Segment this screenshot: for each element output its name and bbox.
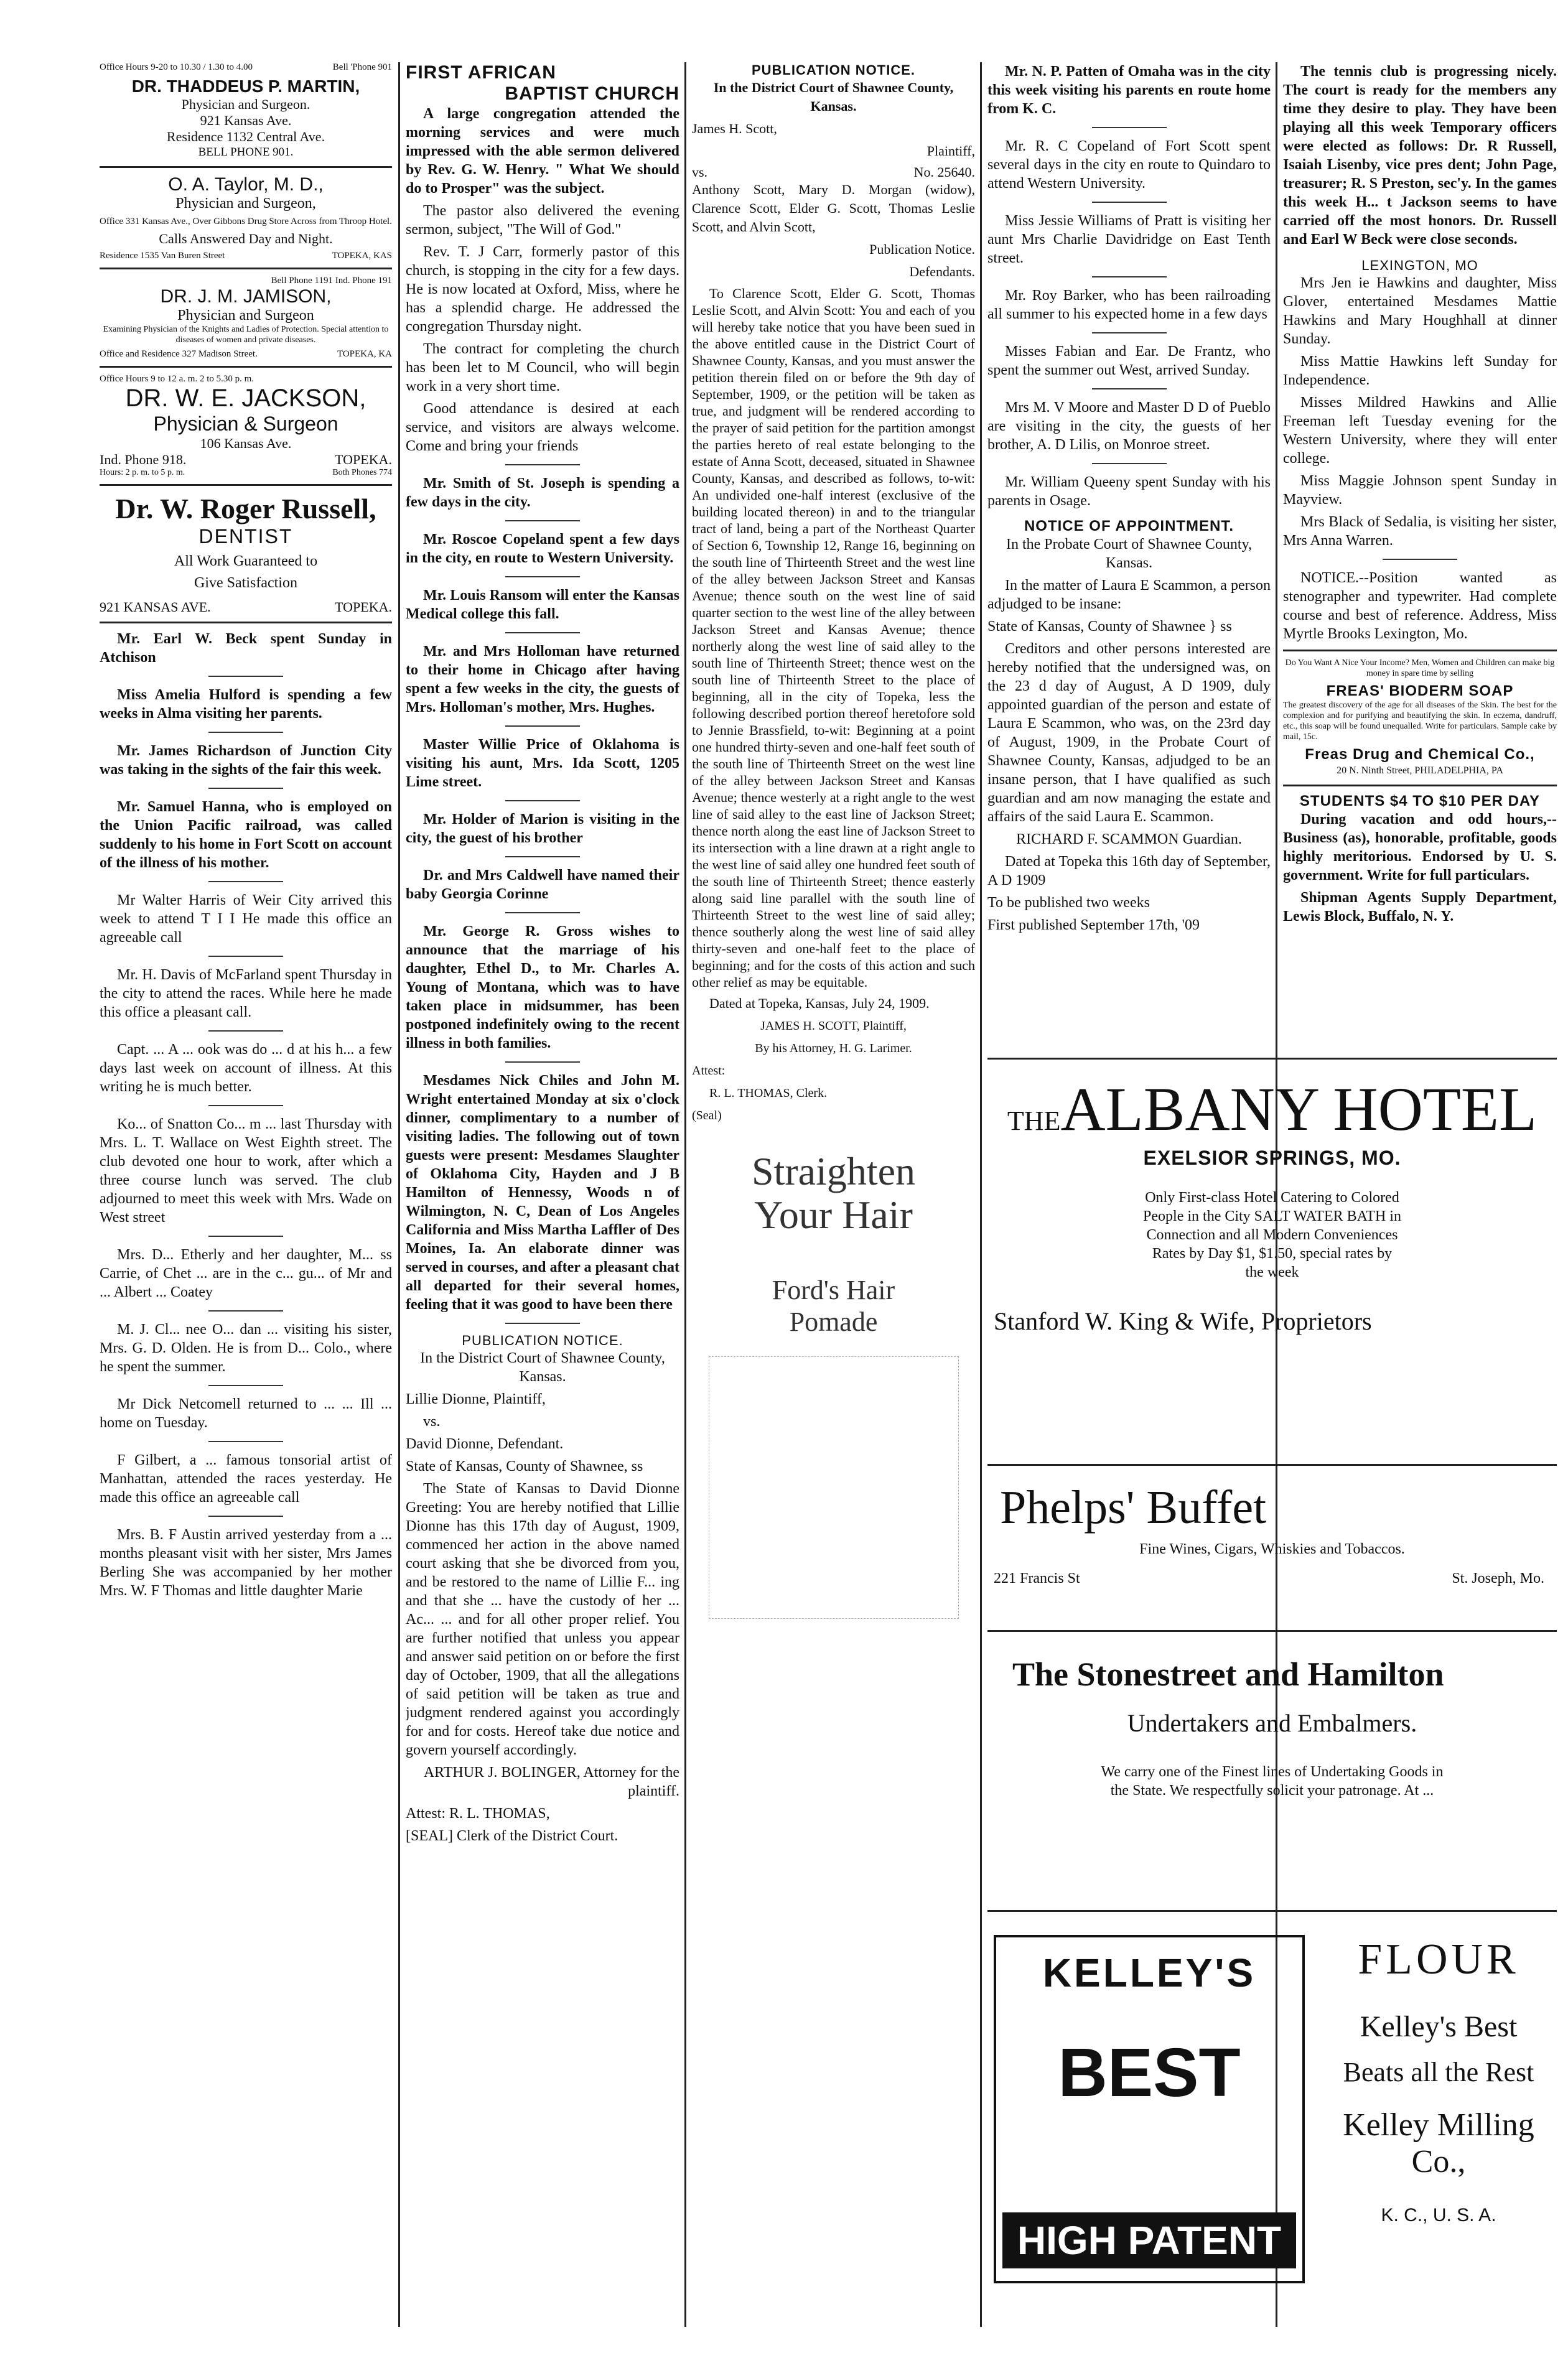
notice-seal: (Seal) (692, 1109, 722, 1122)
flour-line: Beats all the Rest (1343, 2057, 1534, 2087)
residence: Residence 1535 Van Buren Street (100, 251, 225, 261)
news-item: Miss Mattie Hawkins left Sunday for Independence. (1283, 353, 1557, 388)
address: 921 Kansas Ave. (200, 113, 292, 128)
card-jamison (100, 276, 392, 360)
hair-ad (692, 1150, 975, 1619)
doctor-title: Physician & Surgeon (153, 412, 338, 435)
notice-defendant: David Dionne, Defendant. (406, 1436, 564, 1452)
defendants-label: Defendants. (909, 264, 975, 279)
church-heading: BAPTIST CHURCH (505, 83, 679, 104)
phones: Both Phones 774 (332, 468, 392, 477)
notice-signature: By his Attorney, H. G. Larimer. (755, 1042, 912, 1055)
albany-proprietors: Stanford W. King & Wife, Proprietors (994, 1307, 1372, 1335)
stonestreet-ad (987, 1636, 1557, 1912)
ad-product: Ford's Hair (772, 1275, 895, 1305)
doctor-title: Physician and Surgeon (177, 307, 314, 324)
divider (100, 622, 392, 623)
news-item: Mr. Louis Ransom will enter the Kansas Medical college this fall. (406, 587, 679, 622)
residence: Residence 1132 Central Ave. (166, 129, 325, 144)
news-item: Mr. Roy Barker, who has been railroading all summer to his expected home in a few days (987, 287, 1271, 322)
notice-signature: JAMES H. SCOTT, Plaintiff, (760, 1019, 907, 1033)
news-item: Mr. Holder of Marion is visiting in the city, the guest of his brother (406, 811, 679, 846)
card-jackson (100, 374, 392, 478)
notice-vs: vs. (692, 164, 708, 180)
appointment-signature: RICHARD F. SCAMMON Guardian. (1016, 831, 1242, 847)
divider (100, 366, 392, 368)
divider (100, 484, 392, 486)
address: 921 KANSAS AVE. (100, 599, 211, 615)
church-paragraph: A large congregation attended the morning services and were much impressed with the able sermon delivered by Rev. G. W. Henry. " What We should do to Prosper" was the subject. (406, 106, 679, 197)
card-russell (100, 492, 392, 615)
office-hours: Office Hours 9 to 12 a. m. 2 to 5.30 p. m. (100, 374, 254, 384)
ad-body: During vacation and odd hours,-- Business (as), honorable, profitable, goods highly meritorious. Endorsed by U. S. government. Write for full particulars. (1283, 811, 1557, 883)
news-item: Ko... of Snatton Co... m ... last Thursday with Mrs. L. T. Wallace on West Eighth street. The club devoted one hour to work, after which a three course lunch was served. The club adjourned to meet this week with Mrs. Wade on West street (100, 1116, 392, 1226)
phone: BELL PHONE 901. (198, 146, 294, 159)
ad-address: 20 N. Ninth Street, PHILADELPHIA, PA (1337, 765, 1503, 776)
church-paragraph: Rev. T. J Carr, formerly pastor of this church, is stopping in the city for a few days. He is now located at Oxford, Miss, where he has a splendid charge. He addressed the congregation Thursday night. (406, 244, 679, 335)
appointment-title: NOTICE OF APPOINTMENT. (1024, 518, 1234, 534)
classified-notice: NOTICE.--Position wanted as stenographer and typewriter. Had complete course and best of reference. Address, Miss Myrtle Brooks Lexington, Mo. (1283, 570, 1557, 642)
news-item: Misses Fabian and Ear. De Frantz, who spent the summer out West, arrived Sunday. (987, 343, 1271, 378)
doctor-name: DR. W. E. JACKSON, (125, 384, 366, 412)
church-paragraph: Good attendance is desired at each service, and visitors are always welcome. Come and bring your friends (406, 401, 679, 454)
office-hours: Office Hours 9-20 to 10.30 / 1.30 to 4.00 (100, 62, 253, 72)
column-rule (980, 62, 982, 2327)
flour-location: K. C., U. S. A. (1381, 2205, 1496, 2225)
news-item: M. J. Cl... nee O... dan ... visiting his sister, Mrs. G. D. Olden. He is from D... Colo., where he spent the summer. (100, 1321, 392, 1375)
ad-headline: Straighten (751, 1149, 916, 1193)
appointment-first-published: First published September 17th, '09 (987, 917, 1200, 933)
address: 106 Kansas Ave. (200, 436, 292, 451)
city: TOPEKA, KAS (332, 251, 392, 261)
phelps-city: St. Joseph, Mo. (1452, 1570, 1544, 1587)
albany-body: Only First-class Hotel Catering to Colored People in the City SALT WATER BATH in Connection and all Modern Conveniences Rates by Day $1, $1.50, special rates by the week (1143, 1190, 1401, 1280)
notice-body: The State of Kansas to David Dionne Greeting: You are hereby notified that Lillie Dionne has this 17th day of August, 1909, commenced her action in the above named court asking that she be divorced from you, and be restored to the name of Lillie F... ing and that she ... have the custody of her ... Ac... ... and for all other proper relief. You are further notified that unless you appear and answer said petition on or before the first day of October, 1909, that all the allegations of said petition will be taken as true and judgment rendered against you accordingly for and for costs. Hereof take due notice and govern yourself accordingly. (406, 1481, 679, 1758)
phelps-line: Fine Wines, Cigars, Whiskies and Tobaccos. (1139, 1541, 1405, 1557)
city: TOPEKA. (335, 452, 392, 467)
divider (100, 268, 392, 269)
appointment-matter: In the matter of Laura E Scammon, a person adjudged to be insane: (987, 577, 1271, 612)
students-ad (1283, 793, 1557, 926)
notice-court: In the District Court of Shawnee County, Kansas. (420, 1350, 665, 1385)
appointment-court: In the Probate Court of Shawnee County, Kansas. (1006, 536, 1253, 571)
ad-product: Pomade (789, 1307, 878, 1337)
phone: Bell 'Phone 901 (332, 62, 392, 72)
office-hours: Hours: 2 p. m. to 5 p. m. (100, 468, 185, 477)
news-item: Mrs Black of Sedalia, is visiting her sister, Mrs Anna Warren. (1283, 514, 1557, 549)
guarantee-line: All Work Guaranteed to (174, 553, 318, 569)
ad-body: The greatest discovery of the age for all diseases of the Skin. The best for the complexion and for purifying and beautifying the skin. In eczema, dandruff, etc., this soap will be found unequalled. Write for particulars. Sample cake by mail, 15c. (1283, 701, 1557, 742)
local-news (100, 630, 392, 1600)
notice-title: PUBLICATION NOTICE. (462, 1333, 623, 1348)
albany-city: EXELSIOR SPRINGS, MO. (1143, 1147, 1401, 1169)
stonestreet-subtitle: Undertakers and Embalmers. (1127, 1709, 1417, 1737)
news-item: Mrs Jen ie Hawkins and daughter, Miss Glover, entertained Mesdames Mattie Hawkins and Mary Houghhall at dinner Sunday. (1283, 275, 1557, 347)
city: TOPEKA, KA (337, 349, 392, 359)
news-item: Dr. and Mrs Caldwell have named their baby Georgia Corinne (406, 867, 679, 902)
freas-ad (1283, 658, 1557, 778)
news-item: Mrs M. V Moore and Master D D of Pueblo are visiting in the city, the guests of her brother, A. D Lilis, on Monroe street. (987, 399, 1271, 453)
notice-defendants: Anthony Scott, Mary D. Morgan (widow), Clarence Scott, Elder G. Scott, Thomas Leslie Scott, and Alvin Scott, (692, 182, 975, 235)
ad-address: Shipman Agents Supply Department, Lewis Block, Buffalo, N. Y. (1283, 890, 1557, 925)
case-number: No. 25640. (913, 164, 975, 180)
news-item: Mr Dick Netcomell returned to ... ... Ill ... home on Tuesday. (100, 1396, 392, 1431)
phelps-name: Phelps' Buffet (1000, 1481, 1267, 1534)
dentist-title: DENTIST (198, 525, 293, 548)
sack-brand: KELLEY'S (1042, 1950, 1256, 1995)
notice-plaintiff: James H. Scott, (692, 121, 777, 136)
notice-title: PUBLICATION NOTICE. (751, 62, 916, 78)
notice-label: Publication Notice. (869, 241, 975, 257)
news-item: Capt. ... A ... ook was do ... d at his h... a few days last week on account of illness. At this writing he is much better. (100, 1042, 392, 1095)
divider (1283, 650, 1557, 651)
news-item: Miss Maggie Johnson spent Sunday in Mayview. (1283, 473, 1557, 508)
specialty: Examining Physician of the Knights and Ladies of Protection. Special attention to diseases of women and private diseases. (103, 325, 389, 345)
notice-seal: [SEAL] Clerk of the District Court. (406, 1828, 618, 1844)
news-item: Mesdames Nick Chiles and John M. Wright entertained Monday at six o'clock dinner, complimentary to a number of visiting ladies. The following out of town guests were present: Mesdames Slaughter of Oklahoma City, Hayden and J B Hamilton of Hennessy, Woods n of Wilmington, N. C, Dean of Los Angeles California and Miss Martha Laffler of Des Moines, Ia. An elaborate dinner was served in courses, and after a pleasant chat all departed for their several homes, feeling that it was good to have been there (406, 1073, 679, 1313)
ad-intro: Do You Want A Nice Your Income? Men, Women and Children can make big money in spare time by selling (1285, 658, 1555, 678)
ad-headline: FREAS' BIODERM SOAP (1326, 683, 1514, 699)
doctor-name: DR. THADDEUS P. MARTIN, (131, 77, 360, 96)
column-1 (100, 62, 392, 2333)
appointment-body: Creditors and other persons interested are hereby notified that the undersigned was, on the 23 d day of August, A D 1909, duly appointed guardian of the person and estate of Laura E Scammon, who was, on the 23rd day of August, 1909, in the Probate Court of Shawnee County, Kansas, adjudged to be an insane person, that I have qualified as such guardian and am now managing the estate and affairs of the said Laura E. Scammon. (987, 641, 1271, 825)
news-item: Mr. Roscoe Copeland spent a few days in the city, en route to Western University. (406, 531, 679, 566)
church-heading: FIRST AFRICAN (406, 62, 556, 83)
divider (1283, 785, 1557, 786)
city: TOPEKA. (335, 599, 392, 615)
news-item: Miss Amelia Hulford is spending a few weeks in Alma visiting her parents. (100, 687, 392, 722)
sack-patent: HIGH PATENT (1002, 2212, 1296, 2268)
news-item: Mr. H. Davis of McFarland spent Thursday in the city to attend the races. While here he made this office a pleasant call. (100, 967, 392, 1020)
calls: Calls Answered Day and Night. (159, 231, 333, 246)
ad-headline: STUDENTS $4 TO $10 PER DAY (1299, 793, 1541, 809)
office: Office and Residence 327 Madison Street. (100, 349, 258, 359)
dentist-name: Dr. W. Roger Russell, (115, 493, 376, 524)
card-martin (100, 62, 392, 160)
flour-sack-illustration (994, 1935, 1305, 2283)
notice-clerk: R. L. THOMAS, Clerk. (709, 1086, 828, 1100)
ad-faded-body (709, 1356, 959, 1619)
news-item: Mr. Smith of St. Joseph is spending a few days in the city. (406, 475, 679, 510)
guarantee-line: Give Satisfaction (194, 575, 297, 591)
appointment-state: State of Kansas, County of Shawnee } ss (987, 618, 1232, 635)
column-5 (1283, 62, 1557, 1045)
phone: Ind. Phone 918. (100, 452, 187, 467)
news-item: Mr. R. C Copeland of Fort Scott spent several days in the city en route to Quindaro to attend Western University. (987, 138, 1271, 192)
flour-company: Kelley Milling Co., (1343, 2107, 1534, 2179)
notice-attorney: ARTHUR J. BOLINGER, Attorney for the plaintiff. (423, 1764, 679, 1799)
section-heading: LEXINGTON, MO (1361, 258, 1478, 273)
column-rule (398, 62, 400, 2327)
news-item: Mr. William Queeny spent Sunday with his parents in Osage. (987, 474, 1271, 509)
column-3 (692, 62, 975, 2333)
ad-headline: Your Hair (754, 1193, 913, 1237)
column-2 (406, 62, 679, 2333)
appointment-dated: Dated at Topeka this 16th day of September, A D 1909 (987, 854, 1271, 888)
phelps-ad (987, 1468, 1557, 1632)
albany-hotel-ad (987, 1058, 1557, 1466)
kelley-flour-ad (987, 1916, 1557, 2290)
albany-the: THE (1007, 1106, 1061, 1136)
news-item: F Gilbert, a ... famous tonsorial artist of Manhattan, attended the races yesterday. He made this office an agreeable call (100, 1452, 392, 1506)
news-item: Misses Mildred Hawkins and Allie Freeman left Tuesday evening for the Western University, where they will enter college. (1283, 394, 1557, 467)
church-paragraph: The pastor also delivered the evening sermon, subject, "The Will of God." (406, 203, 679, 238)
news-item: Mr. George R. Gross wishes to announce that the marriage of his daughter, Ethel D., to Mr. Charles A. Young of Montana, which was to have taken place in midsummer, has been postponed indefinitely owing to the recent illness in both families. (406, 923, 679, 1051)
notice-dated: Dated at Topeka, Kansas, July 24, 1909. (709, 995, 930, 1011)
news-item: Mr Walter Harris of Weir City arrived this week to attend T I I He made this office an agreeable call (100, 892, 392, 946)
notice-body: To Clarence Scott, Elder G. Scott, Thomas Leslie Scott, and Alvin Scott: You and each of you will hereby take notice that you have been sued in the above entitled cause in the District Court of Shawnee County, Kansas, and you must answer the petition therein filed on or before the 9th day of September, 1909, or the petition will be taken as true, and judgment will be rendered according to the prayer of said petition for the partition amongst the parties hereto of real estate belonging to the estate of Anna Scott, deceased, situated in Shawnee County, Kansas, and described as follows, to-wit: An undivided one-half interest (exclusive of the building located thereon) in and to the triangular tract of land, being a part of the Northeast Quarter of Section 6, Township 12, Range 16, beginning on the south line of Thirteenth Street and the west line of the alley between Jackson Street and Kansas Avenue; thence south on the west line of said quarter section to the west line of the alley between Jackson Street and Kansas Avenue; thence northerly along the west line of said alley to the south line of Thirteenth Street; thence west on the south line of Thirteenth Street to the place of beginning, all in the city of Topeka, less the following described portion thereof heretofore sold to Jennie Brassfield, to-wit: Beginning at a point one hundred thirty-seven and one-half feet south of the south line of Thirteenth Street on the west line of the alley between Jackson Street and Kansas Avenue; thence westerly at a right angle to the west line of said alley to the east line of Jackson Street; thence north along the east line of Jackson Street to its intersection with a line drawn at a right angle to the west line of said alley one hundred feet south of the south line of Thirteenth Street; thence easterly along said line parallel with the south line of Thirteenth Street to the west line of said alley; thence southerly along the west line of said alley thirty-seven and one-half feet to the place of beginning; and for the costs of this action and such other relief as may be equitable. (692, 286, 975, 990)
notice-court: In the District Court of Shawnee County, Kansas. (713, 80, 954, 114)
stonestreet-body: We carry one of the Finest lines of Undertaking Goods in the State. We respectfully solicit your patronage. At ... (1101, 1764, 1444, 1799)
church-paragraph: The contract for completing the church has been let to M Council, who will begin work in a very short time. (406, 341, 679, 394)
phelps-address: 221 Francis St (994, 1570, 1080, 1587)
notice-plaintiff-label: Plaintiff, (926, 143, 975, 159)
notice-vs: vs. (423, 1414, 441, 1430)
office: Office 331 Kansas Ave., Over Gibbons Drug Store Across from Throop Hotel. (100, 217, 392, 226)
stonestreet-title: The Stonestreet and Hamilton (1012, 1656, 1444, 1693)
albany-name: ALBANY HOTEL (1060, 1074, 1538, 1144)
notice-attest: Attest: (692, 1064, 726, 1078)
ad-company: Freas Drug and Chemical Co., (1305, 746, 1535, 763)
news-item: Mr. and Mrs Holloman have returned to their home in Chicago after having spent a few weeks in the city, the guests of Mrs. Holloman's mother, Mrs. Hughes. (406, 643, 679, 715)
news-item: Mr. Earl W. Beck spent Sunday in Atchison (100, 631, 392, 666)
divider (100, 166, 392, 168)
phones: Bell Phone 1191 Ind. Phone 191 (271, 276, 392, 286)
news-item: The tennis club is progressing nicely. The court is ready for the members any time they desire to play. They have been playing all this week Temporary officers were elected as follows: Dr. R Russell, Isaiah Lisenby, vice pres dent; John Page, treasurer; R. S Preston, sec'y. In the games this week H... t Jackson seems to have carried off the most honors. Dr. Russell and Earl W Beck were close seconds. (1283, 63, 1557, 248)
column-4 (987, 62, 1271, 983)
notice-state: State of Kansas, County of Shawnee, ss (406, 1458, 643, 1475)
news-item: Master Willie Price of Oklahoma is visiting his aunt, Mrs. Ida Scott, 1205 Lime street. (406, 737, 679, 790)
flour-line: Kelley's Best (1360, 2010, 1518, 2043)
column-rule (684, 62, 686, 2327)
news-item: Miss Jessie Williams of Pratt is visiting her aunt Mrs Charlie Davidridge on East Tenth street. (987, 213, 1271, 266)
doctor-title: Physician and Surgeon. (181, 96, 310, 112)
sack-best: BEST (1058, 2034, 1241, 2111)
card-taylor (100, 174, 392, 261)
notice-attest: Attest: R. L. THOMAS, (406, 1806, 550, 1822)
flour-word: FLOUR (1358, 1936, 1519, 1983)
notice-plaintiff: Lillie Dionne, Plaintiff, (406, 1391, 546, 1407)
doctor-title: Physician and Surgeon, (175, 195, 316, 212)
doctor-name: O. A. Taylor, M. D., (168, 174, 324, 195)
appointment-publish: To be published two weeks (987, 895, 1150, 911)
news-item: Mrs. B. F Austin arrived yesterday from a ... months pleasant visit with her sister, Mrs James Berling She was accompanied by her mother Mrs. W. F Thomas and little daughter Marie (100, 1527, 392, 1599)
news-item: Mr. James Richardson of Junction City was taking in the sights of the fair this week. (100, 743, 392, 778)
news-item: Mr. Samuel Hanna, who is employed on the Union Pacific railroad, was called suddenly to his home in Fort Scott on account of the illness of his mother. (100, 799, 392, 871)
news-item: Mr. N. P. Patten of Omaha was in the city this week visiting his parents en route home from K. C. (987, 63, 1271, 117)
doctor-name: DR. J. M. JAMISON, (160, 286, 332, 307)
news-item: Mrs. D... Etherly and her daughter, M... ss Carrie, of Chet ... are in the c... gu... of Mr and ... Albert ... Coatey (100, 1247, 392, 1300)
